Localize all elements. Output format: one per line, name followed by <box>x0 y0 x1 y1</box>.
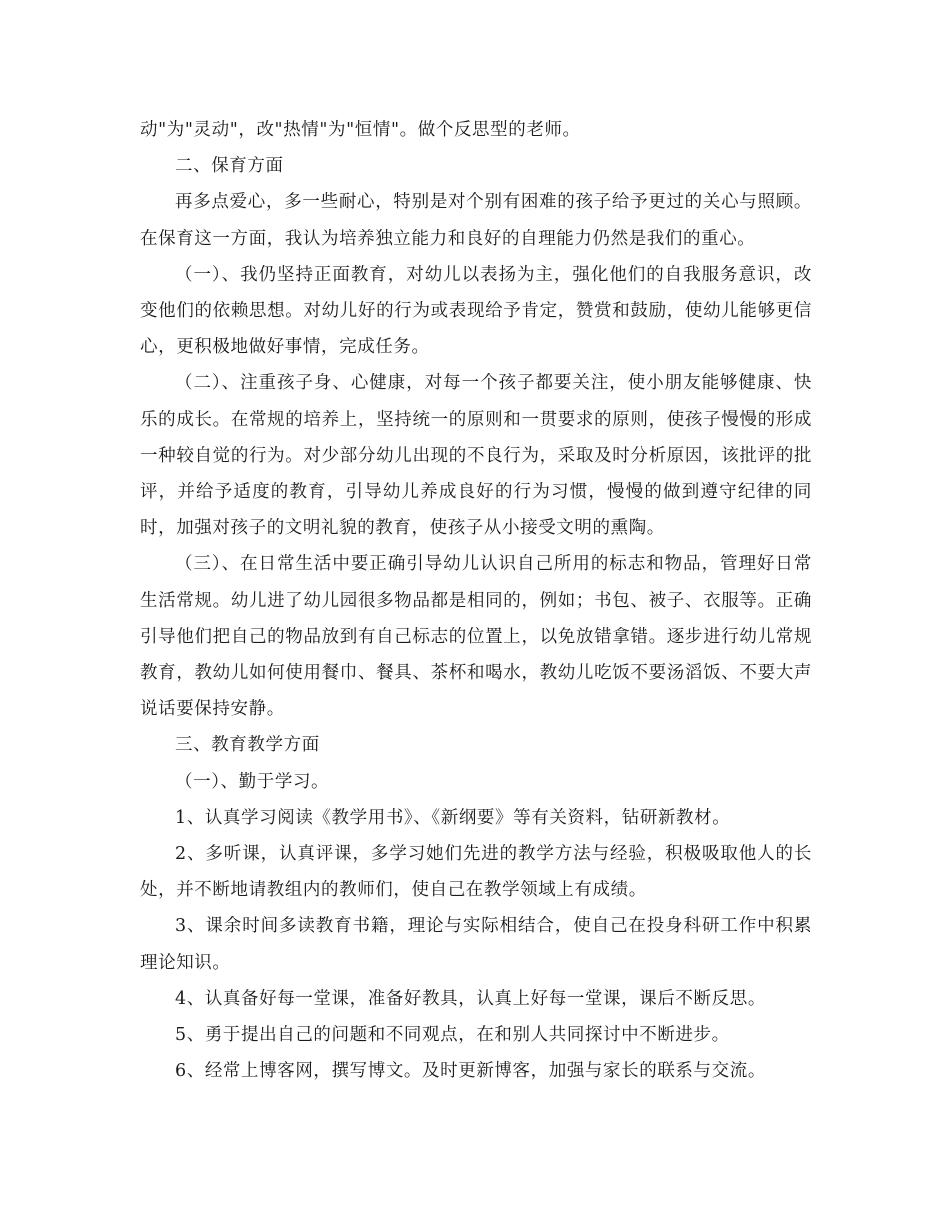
paragraph-nursing-item-1: （一）、我仍坚持正面教育，对幼儿以表扬为主，强化他们的自我服务意识，改变他们的依赖思想。对幼儿好的行为或表现给予肯定，赞赏和鼓励，使幼儿能够更信心，更积极地做好事情，完成任务。 <box>140 264 812 358</box>
list-item-5: 5、勇于提出自己的问题和不同观点，在和别人共同探讨中不断进步。 <box>175 1025 730 1046</box>
paragraph-nursing-intro: 再多点爱心，多一些耐心，特别是对个别有困难的孩子给予更过的关心与照顾。在保育这一方面，我认为培养独立能力和良好的自理能力仍然是我们的重心。 <box>140 192 812 249</box>
section-heading-teaching: 三、教育教学方面 <box>175 735 320 756</box>
list-item-4: 4、认真备好每一堂课，准备好教具，认真上好每一堂课，课后不断反思。 <box>175 988 766 1009</box>
section-heading-nursing: 二、保育方面 <box>175 156 284 177</box>
list-item-3: 3、课余时间多读教育书籍，理论与实际相结合，使自己在投身科研工作中积累理论知识。 <box>140 916 812 973</box>
paragraph-nursing-item-2: （二）、注重孩子身、心健康，对每一个孩子都要关注，使小朋友能够健康、快乐的成长。在常规的培养上，坚持统一的原则和一贯要求的原则，使孩子慢慢的形成一种较自觉的行为。对少部分幼儿出现的不良行为，采取及时分析原因，该批评的批评，并给予适度的教育，引导幼儿养成良好的行为习惯，慢慢的做到遵守纪律的同时，加强对孩子的文明礼貌的教育，使孩子从小接受文明的熏陶。 <box>140 373 812 539</box>
paragraph-nursing-item-3: （三）、在日常生活中要正确引导幼儿认识自己所用的标志和物品，管理好日常生活常规。幼儿进了幼儿园很多物品都是相同的，例如；书包、被子、衣服等。正确引导他们把自己的物品放到有自己标志的位置上，以免放错拿错。逐步进行幼儿常规教育，教幼儿如何使用餐巾、餐具、茶杯和喝水，教幼儿吃饭不要汤滔饭、不要大声说话要保持安静。 <box>140 554 812 720</box>
subheading-study: （一）、勤于学习。 <box>175 771 330 792</box>
document-body <box>140 112 812 1089</box>
list-item-2: 2、多听课，认真评课，多学习她们先进的教学方法与经验，积极吸取他人的长处，并不断地请教组内的教师们，使自己在教学领域上有成绩。 <box>140 844 812 901</box>
paragraph-continuation: 动"为"灵动"，改"热情"为"恒情"。做个反思型的老师。 <box>140 120 581 140</box>
list-item-1: 1、认真学习阅读《教学用书》、《新纲要》等有关资料，钻研新教材。 <box>175 807 731 828</box>
list-item-6: 6、经常上博客网，撰写博文。及时更新博客，加强与家长的联系与交流。 <box>175 1061 766 1082</box>
